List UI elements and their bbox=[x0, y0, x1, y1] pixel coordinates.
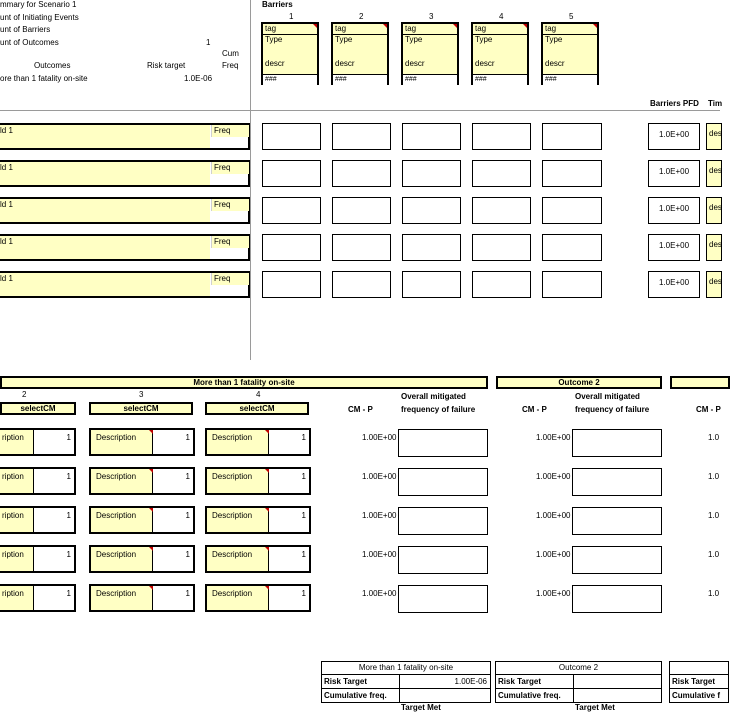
cumulative-freq-label: Cumulative f bbox=[672, 691, 721, 700]
cm-description[interactable]: Description bbox=[91, 508, 153, 532]
barrier-num-2: 2 bbox=[359, 12, 364, 21]
barrier-input-r5c3[interactable] bbox=[402, 271, 461, 298]
comment-marker-icon bbox=[265, 547, 269, 551]
panel-divider-vertical bbox=[250, 0, 251, 360]
barriers-pfd-value: 1.0E+00 bbox=[648, 123, 700, 150]
cm-value: 1 bbox=[66, 433, 71, 442]
cm-description[interactable]: ription bbox=[0, 430, 34, 454]
barrier-input-r1c3[interactable] bbox=[402, 123, 461, 150]
cm-card[interactable] bbox=[0, 584, 76, 612]
cm-card[interactable] bbox=[89, 428, 195, 456]
outcome2-cmp-label: CM - P bbox=[522, 405, 547, 414]
cm-description[interactable]: ription bbox=[0, 469, 34, 493]
outcome2-mitigated-input[interactable] bbox=[572, 585, 662, 613]
cm-value: 1 bbox=[185, 550, 190, 559]
barrier-input-r4c3[interactable] bbox=[402, 234, 461, 261]
cm-value: 1 bbox=[66, 511, 71, 520]
cm-value: 1 bbox=[301, 550, 306, 559]
cm-description[interactable]: Description bbox=[91, 547, 153, 571]
outcome2-mitigated-input[interactable] bbox=[572, 507, 662, 535]
outcome2-overall-label1: Overall mitigated bbox=[575, 392, 640, 401]
outcome3-cmp-value: 1.0 bbox=[708, 472, 720, 481]
outcome1-cmp-value: 1.00E+00 bbox=[362, 433, 397, 442]
target-met-label: Target Met bbox=[575, 703, 615, 712]
barrier-input-r1c2[interactable] bbox=[332, 123, 391, 150]
cm-col-num: 4 bbox=[256, 390, 261, 399]
time-desc-text: des bbox=[709, 129, 722, 138]
target-table-head bbox=[670, 662, 728, 675]
barrier-input-r4c2[interactable] bbox=[332, 234, 391, 261]
time-desc-text: des bbox=[709, 166, 722, 175]
barrier-type[interactable]: Type bbox=[405, 35, 423, 44]
summary-risk-target-value: 1.0E-06 bbox=[184, 74, 213, 83]
time-desc-cell[interactable] bbox=[706, 271, 722, 298]
barrier-input-r4c1[interactable] bbox=[262, 234, 321, 261]
summary-outcomes-label: Outcomes bbox=[34, 61, 71, 70]
select-cm-button[interactable] bbox=[89, 402, 193, 415]
barrier-input-r1c1[interactable] bbox=[262, 123, 321, 150]
outcome2-cmp-value: 1.00E+00 bbox=[536, 589, 571, 598]
barrier-input-r3c4[interactable] bbox=[472, 197, 531, 224]
cm-card[interactable] bbox=[205, 506, 311, 534]
barrier-card-2[interactable] bbox=[331, 22, 389, 85]
panel-divider-horizontal bbox=[0, 110, 720, 111]
outcome1-mitigated-input[interactable] bbox=[398, 507, 488, 535]
select-cm-button[interactable] bbox=[205, 402, 309, 415]
cm-description[interactable]: Description bbox=[207, 430, 269, 454]
target-table-head: More than 1 fatality on-site bbox=[322, 662, 490, 675]
time-desc-cell[interactable] bbox=[706, 197, 722, 224]
time-desc-cell[interactable] bbox=[706, 123, 722, 150]
outcome1-title: More than 1 fatality on-site bbox=[193, 378, 295, 387]
outcome2-cmp-value: 1.00E+00 bbox=[536, 433, 571, 442]
barrier-tag[interactable]: tag bbox=[403, 24, 457, 35]
comment-marker-icon bbox=[265, 430, 269, 434]
outcome1-cmp-value: 1.00E+00 bbox=[362, 511, 397, 520]
cm-description[interactable]: Description bbox=[207, 508, 269, 532]
time-desc-cell[interactable] bbox=[706, 234, 722, 261]
barrier-input-r5c5[interactable] bbox=[542, 271, 602, 298]
cm-card[interactable] bbox=[0, 467, 76, 495]
time-header: Tim bbox=[708, 99, 723, 108]
outcome3-cmp-label: CM - P bbox=[696, 405, 721, 414]
cm-description[interactable]: ription bbox=[0, 508, 34, 532]
target-table-outcome3 bbox=[669, 661, 729, 703]
target-met-label: Target Met bbox=[401, 703, 441, 712]
cm-col-num: 3 bbox=[139, 390, 144, 399]
outcome1-cmp-label: CM - P bbox=[348, 405, 373, 414]
initiating-event-label: ld 1 bbox=[0, 200, 13, 209]
outcome2-cmp-value: 1.00E+00 bbox=[536, 550, 571, 559]
outcome2-cmp-value: 1.00E+00 bbox=[536, 472, 571, 481]
barrier-value: ### bbox=[543, 74, 597, 85]
risk-target-label: Risk Target bbox=[672, 677, 715, 686]
barrier-num-3: 3 bbox=[429, 12, 434, 21]
cm-value: 1 bbox=[185, 511, 190, 520]
outcome1-mitigated-input[interactable] bbox=[398, 468, 488, 496]
cm-card[interactable] bbox=[0, 506, 76, 534]
barrier-input-r4c4[interactable] bbox=[472, 234, 531, 261]
barrier-input-r5c1[interactable] bbox=[262, 271, 321, 298]
initiating-event-label: ld 1 bbox=[0, 163, 13, 172]
barrier-type[interactable]: Type bbox=[545, 35, 563, 44]
barrier-descr[interactable]: descr bbox=[475, 59, 495, 68]
outcome1-cmp-value: 1.00E+00 bbox=[362, 550, 397, 559]
cm-value: 1 bbox=[301, 472, 306, 481]
cm-card[interactable] bbox=[205, 545, 311, 573]
cm-value: 1 bbox=[301, 511, 306, 520]
cm-description[interactable]: Description bbox=[91, 430, 153, 454]
cm-value: 1 bbox=[185, 589, 190, 598]
summary-cum-label: Cum bbox=[222, 49, 239, 58]
comment-marker-icon bbox=[149, 430, 153, 434]
summary-risk-target-label: Risk target bbox=[147, 61, 186, 70]
summary-count-initiating: unt of Initiating Events bbox=[0, 13, 79, 22]
barrier-tag[interactable]: tag bbox=[543, 24, 597, 35]
cm-card[interactable] bbox=[89, 584, 195, 612]
outcome2-header bbox=[496, 376, 662, 389]
barrier-type[interactable]: Type bbox=[265, 35, 283, 44]
outcome1-overall-label2: frequency of failure bbox=[401, 405, 476, 414]
barrier-card-3[interactable] bbox=[401, 22, 459, 85]
barrier-type[interactable]: Type bbox=[475, 35, 493, 44]
barrier-value: ### bbox=[333, 74, 387, 85]
target-table-outcome2 bbox=[495, 661, 662, 703]
cm-value: 1 bbox=[185, 433, 190, 442]
barrier-input-r2c1[interactable] bbox=[262, 160, 321, 187]
cm-card[interactable] bbox=[205, 467, 311, 495]
outcome3-cmp-value: 1.0 bbox=[708, 550, 720, 559]
barrier-num-1: 1 bbox=[289, 12, 294, 21]
comment-marker-icon bbox=[149, 547, 153, 551]
cm-card[interactable] bbox=[0, 545, 76, 573]
cm-card[interactable] bbox=[89, 506, 195, 534]
select-cm-label: selectCM bbox=[123, 404, 159, 413]
target-table-head: Outcome 2 bbox=[496, 662, 661, 675]
summary-freq-label: Freq bbox=[222, 61, 239, 70]
barrier-num-4: 4 bbox=[499, 12, 504, 21]
initiating-freq-label: Freq bbox=[214, 200, 231, 209]
comment-marker-icon bbox=[453, 24, 457, 28]
initiating-event-label: ld 1 bbox=[0, 237, 13, 246]
barriers-pfd-value: 1.0E+00 bbox=[648, 160, 700, 187]
initiating-freq-label: Freq bbox=[214, 163, 231, 172]
barrier-input-r1c4[interactable] bbox=[472, 123, 531, 150]
cm-value: 1 bbox=[66, 550, 71, 559]
barrier-card-1[interactable] bbox=[261, 22, 319, 85]
summary-outcome-name: ore than 1 fatality on-site bbox=[0, 74, 88, 83]
outcome1-cmp-value: 1.00E+00 bbox=[362, 589, 397, 598]
time-desc-text: des bbox=[709, 240, 722, 249]
target-table-outcome1 bbox=[321, 661, 491, 703]
initiating-event-label: ld 1 bbox=[0, 274, 13, 283]
outcome1-mitigated-input[interactable] bbox=[398, 585, 488, 613]
initiating-freq-label: Freq bbox=[214, 126, 231, 135]
initiating-freq-label: Freq bbox=[214, 274, 231, 283]
initiating-event-row-5[interactable] bbox=[0, 271, 250, 298]
outcome1-mitigated-input[interactable] bbox=[398, 429, 488, 457]
barrier-input-r3c1[interactable] bbox=[262, 197, 321, 224]
barrier-num-5: 5 bbox=[569, 12, 574, 21]
cm-description[interactable]: Description bbox=[207, 547, 269, 571]
barriers-pfd-header: Barriers PFD bbox=[650, 99, 699, 108]
barrier-card-5[interactable] bbox=[541, 22, 599, 85]
outcome2-mitigated-input[interactable] bbox=[572, 429, 662, 457]
cm-value: 1 bbox=[301, 589, 306, 598]
outcome3-cmp-value: 1.0 bbox=[708, 433, 720, 442]
barrier-value: ### bbox=[473, 74, 527, 85]
comment-marker-icon bbox=[265, 469, 269, 473]
cm-description[interactable]: ription bbox=[0, 547, 34, 571]
barrier-input-r2c3[interactable] bbox=[402, 160, 461, 187]
risk-target-value: 1.00E-06 bbox=[454, 677, 487, 686]
barriers-pfd-value: 1.0E+00 bbox=[648, 197, 700, 224]
barrier-input-r2c4[interactable] bbox=[472, 160, 531, 187]
outcome2-cmp-value: 1.00E+00 bbox=[536, 511, 571, 520]
barrier-input-r3c3[interactable] bbox=[402, 197, 461, 224]
cm-description[interactable]: Description bbox=[91, 586, 153, 610]
summary-count-outcomes: unt of Outcomes bbox=[0, 38, 59, 47]
cumulative-freq-label: Cumulative freq. bbox=[498, 691, 561, 700]
initiating-event-row-4[interactable] bbox=[0, 234, 250, 261]
barrier-input-r4c5[interactable] bbox=[542, 234, 602, 261]
barrier-value: ### bbox=[403, 74, 457, 85]
barrier-tag[interactable]: tag bbox=[473, 24, 527, 35]
cm-description[interactable]: Description bbox=[207, 469, 269, 493]
initiating-event-row-2[interactable] bbox=[0, 160, 250, 187]
comment-marker-icon bbox=[149, 508, 153, 512]
barrier-descr[interactable]: descr bbox=[335, 59, 355, 68]
barrier-tag[interactable]: tag bbox=[263, 24, 317, 35]
comment-marker-icon bbox=[523, 24, 527, 28]
cm-description[interactable]: Description bbox=[207, 586, 269, 610]
comment-marker-icon bbox=[313, 24, 317, 28]
barrier-type[interactable]: Type bbox=[335, 35, 353, 44]
summary-count-barriers: unt of Barriers bbox=[0, 25, 51, 34]
outcome1-cmp-value: 1.00E+00 bbox=[362, 472, 397, 481]
select-cm-label: selectCM bbox=[20, 404, 56, 413]
outcome3-cmp-value: 1.0 bbox=[708, 589, 720, 598]
comment-marker-icon bbox=[383, 24, 387, 28]
comment-marker-icon bbox=[593, 24, 597, 28]
barrier-input-r2c2[interactable] bbox=[332, 160, 391, 187]
time-desc-text: des bbox=[709, 203, 722, 212]
barrier-input-r1c5[interactable] bbox=[542, 123, 602, 150]
barrier-descr[interactable]: descr bbox=[545, 59, 565, 68]
barrier-tag[interactable]: tag bbox=[333, 24, 387, 35]
cm-value: 1 bbox=[66, 472, 71, 481]
barrier-input-r3c2[interactable] bbox=[332, 197, 391, 224]
risk-target-label: Risk Target bbox=[324, 677, 367, 686]
comment-marker-icon bbox=[149, 586, 153, 590]
outcome2-mitigated-input[interactable] bbox=[572, 468, 662, 496]
barriers-pfd-value: 1.0E+00 bbox=[648, 234, 700, 261]
summary-title: mmary for Scenario 1 bbox=[0, 0, 77, 9]
outcome1-mitigated-input[interactable] bbox=[398, 546, 488, 574]
barrier-descr[interactable]: descr bbox=[405, 59, 425, 68]
cm-value: 1 bbox=[66, 589, 71, 598]
cumulative-freq-label: Cumulative freq. bbox=[324, 691, 387, 700]
cm-description[interactable]: ription bbox=[0, 586, 34, 610]
barrier-descr[interactable]: descr bbox=[265, 59, 285, 68]
outcome1-overall-label1: Overall mitigated bbox=[401, 392, 466, 401]
outcome3-cmp-value: 1.0 bbox=[708, 511, 720, 520]
barrier-input-r3c5[interactable] bbox=[542, 197, 602, 224]
cm-value: 1 bbox=[301, 433, 306, 442]
time-desc-cell[interactable] bbox=[706, 160, 722, 187]
barrier-input-r2c5[interactable] bbox=[542, 160, 602, 187]
comment-marker-icon bbox=[265, 586, 269, 590]
cm-card[interactable] bbox=[205, 584, 311, 612]
comment-marker-icon bbox=[265, 508, 269, 512]
initiating-event-row-1[interactable] bbox=[0, 123, 250, 150]
outcome1-header bbox=[0, 376, 488, 389]
outcome2-overall-label2: frequency of failure bbox=[575, 405, 650, 414]
time-desc-text: des bbox=[709, 277, 722, 286]
cm-col-num: 2 bbox=[22, 390, 27, 399]
select-cm-label: selectCM bbox=[239, 404, 275, 413]
select-cm-button[interactable] bbox=[0, 402, 76, 415]
barrier-card-4[interactable] bbox=[471, 22, 529, 85]
cm-value: 1 bbox=[185, 472, 190, 481]
cm-card[interactable] bbox=[205, 428, 311, 456]
cm-card[interactable] bbox=[0, 428, 76, 456]
summary-count-outcomes-value: 1 bbox=[206, 38, 211, 47]
cm-card[interactable] bbox=[89, 467, 195, 495]
outcome2-title: Outcome 2 bbox=[558, 378, 600, 387]
barrier-input-r5c2[interactable] bbox=[332, 271, 391, 298]
barriers-title: Barriers bbox=[262, 0, 293, 9]
outcome2-mitigated-input[interactable] bbox=[572, 546, 662, 574]
cm-card[interactable] bbox=[89, 545, 195, 573]
barrier-value: ### bbox=[263, 74, 317, 85]
initiating-event-row-3[interactable] bbox=[0, 197, 250, 224]
initiating-freq-label: Freq bbox=[214, 237, 231, 246]
cm-description[interactable]: Description bbox=[91, 469, 153, 493]
barriers-pfd-value: 1.0E+00 bbox=[648, 271, 700, 298]
initiating-event-label: ld 1 bbox=[0, 126, 13, 135]
comment-marker-icon bbox=[149, 469, 153, 473]
outcome3-header bbox=[670, 376, 730, 389]
risk-target-label: Risk Target bbox=[498, 677, 541, 686]
barrier-input-r5c4[interactable] bbox=[472, 271, 531, 298]
